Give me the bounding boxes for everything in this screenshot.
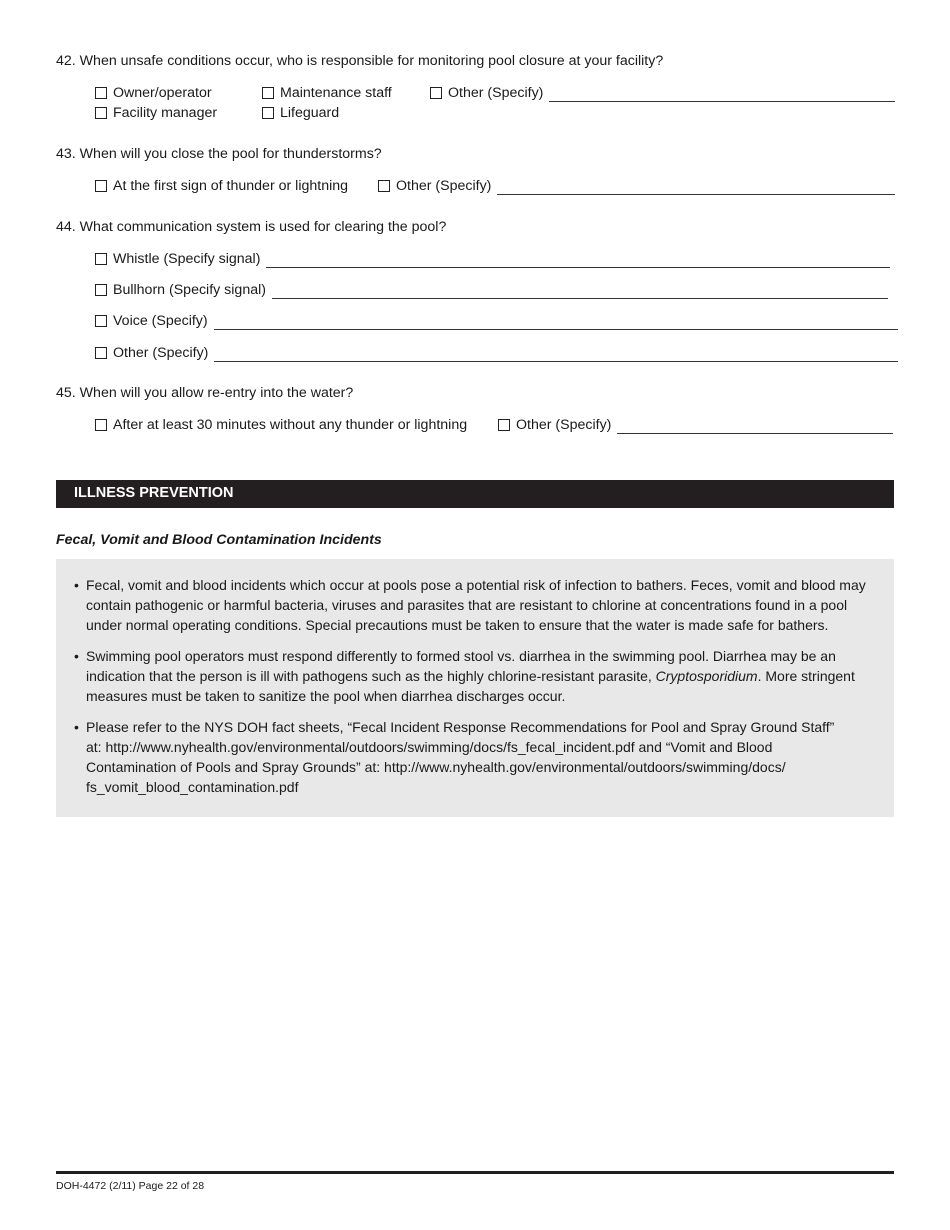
checkbox[interactable] — [95, 253, 107, 265]
bullet-line: fs_vomit_blood_contamination.pdf — [86, 779, 299, 795]
checkbox[interactable] — [95, 87, 107, 99]
q42-option-maintenance[interactable]: Maintenance staff — [262, 85, 392, 101]
bullet-line: contain pathogenic or harmful bacteria, viruses and parasites that are resistant to chlorine at concentrations found in a pool — [86, 597, 848, 613]
checkbox[interactable] — [95, 107, 107, 119]
q44-option-voice[interactable]: Voice (Specify) — [95, 313, 898, 329]
q43-option-first-sign[interactable]: At the first sign of thunder or lightning — [95, 178, 348, 194]
q45-question: 45. When will you allow re-entry into the water? — [56, 385, 354, 401]
q44-question: 44. What communication system is used for clearing the pool? — [56, 219, 447, 235]
italic-term: Cryptosporidium — [655, 668, 758, 684]
info-bullet-2 — [74, 646, 874, 706]
q42-option-owner[interactable]: Owner/operator — [95, 85, 212, 101]
bullet-line: Swimming pool operators must respond differently to formed stool vs. diarrhea in the swimming pool. Diarrhea may be an — [86, 648, 836, 664]
checkbox[interactable] — [95, 180, 107, 192]
bullet-line-mixed: indication that the person is ill with pathogens such as the highly chlorine-resistant parasite, Cryptosporidium. More stringent — [86, 668, 855, 684]
q43-option-other[interactable]: Other (Specify) — [378, 178, 895, 194]
q44-option-bullhorn[interactable]: Bullhorn (Specify signal) — [95, 282, 888, 298]
checkbox[interactable] — [262, 107, 274, 119]
footer-rule — [56, 1171, 894, 1174]
footer-form-id: DOH-4472 (2/11) Page 22 of 28 — [56, 1180, 205, 1192]
checkbox[interactable] — [430, 87, 442, 99]
bullet-marker: • — [74, 648, 79, 664]
q44-option-other[interactable]: Other (Specify) — [95, 345, 898, 361]
q43-question: 43. When will you close the pool for thunderstorms? — [56, 146, 382, 162]
q45-option-30-minutes[interactable]: After at least 30 minutes without any thunder or lightning — [95, 417, 467, 433]
q42-option-other[interactable]: Other (Specify) — [430, 85, 895, 101]
q44-voice-specify-field[interactable] — [214, 315, 898, 330]
q45-option-other[interactable]: Other (Specify) — [498, 417, 893, 433]
bullet-line: measures must be taken to sanitize the pool when diarrhea discharges occur. — [86, 688, 566, 704]
q43-other-specify-field[interactable] — [497, 180, 895, 195]
q44-other-specify-field[interactable] — [214, 347, 898, 362]
info-bullet-1 — [74, 575, 874, 635]
checkbox[interactable] — [95, 315, 107, 327]
bullet-line: at: http://www.nyhealth.gov/environmental/outdoors/swimming/docs/fs_fecal_incident.pdf and “Vomit and Blood — [86, 739, 773, 755]
checkbox[interactable] — [378, 180, 390, 192]
bullet-marker: • — [74, 719, 79, 735]
checkbox[interactable] — [498, 419, 510, 431]
info-bullet-3 — [74, 717, 874, 797]
section-subheading: Fecal, Vomit and Blood Contamination Incidents — [56, 532, 382, 548]
q45-other-specify-field[interactable] — [617, 419, 893, 434]
checkbox[interactable] — [95, 419, 107, 431]
checkbox[interactable] — [95, 347, 107, 359]
q44-option-whistle[interactable]: Whistle (Specify signal) — [95, 251, 890, 267]
q42-other-specify-field[interactable] — [549, 87, 895, 102]
q42-question: 42. When unsafe conditions occur, who is responsible for monitoring pool closure at your facility? — [56, 53, 664, 69]
bullet-line: Contamination of Pools and Spray Grounds” at: http://www.nyhealth.gov/environmental/outdoors/swimming/docs/ — [86, 759, 786, 775]
bullet-line: Please refer to the NYS DOH fact sheets, “Fecal Incident Response Recommendations for Pool and Spray Ground Staff” — [86, 719, 835, 735]
q44-whistle-specify-field[interactable] — [266, 253, 890, 268]
section-header-bar — [56, 480, 894, 508]
bullet-line: under normal operating conditions. Special precautions must be taken to ensure that the water is made safe for bathers. — [86, 617, 829, 633]
checkbox[interactable] — [95, 284, 107, 296]
info-box — [56, 559, 894, 817]
q44-bullhorn-specify-field[interactable] — [272, 284, 888, 299]
q42-option-lifeguard[interactable]: Lifeguard — [262, 105, 339, 121]
q42-option-facility-manager[interactable]: Facility manager — [95, 105, 217, 121]
bullet-marker: • — [74, 577, 79, 593]
bullet-line: Fecal, vomit and blood incidents which occur at pools pose a potential risk of infection to bathers. Feces, vomit and blood may — [86, 577, 866, 593]
checkbox[interactable] — [262, 87, 274, 99]
section-title: ILLNESS PREVENTION — [74, 485, 234, 501]
